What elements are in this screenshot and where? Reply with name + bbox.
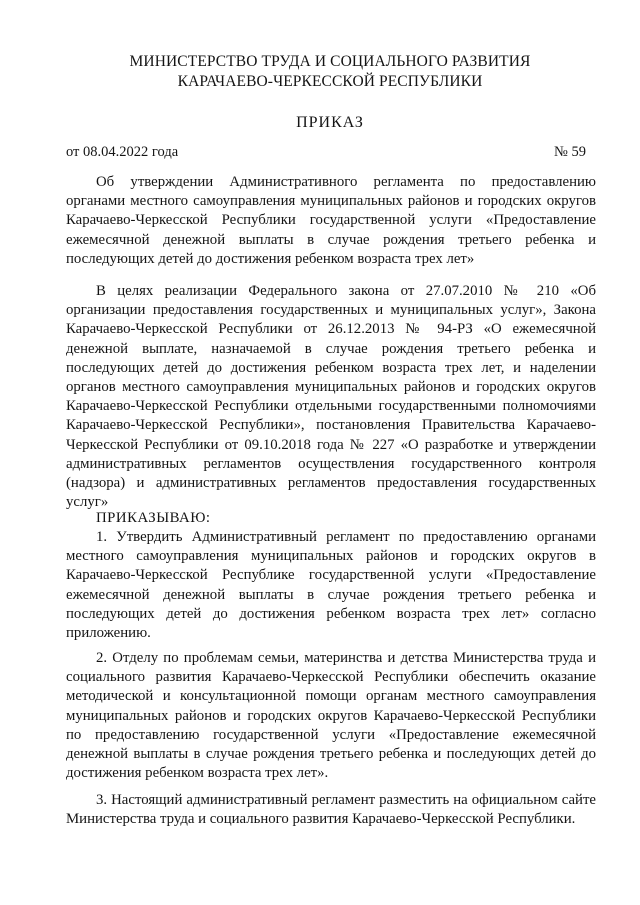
order-preamble: [66, 282, 596, 512]
order-item-2: [66, 649, 596, 783]
order-subject-text: Об утверждении Административного регламента по предоставлению органами местного самоуправления муниципальных районов и городских округов Карачаево-Черкесской Республики государственной услуги «Предоставление ежемесячной денежной выплаты в случае рождения третьего ребенка и последующих детей до достижения ребенком возраста трех лет»: [66, 174, 596, 267]
decree-word: ПРИКАЗЫВАЮ:: [96, 510, 211, 526]
order-subject: [66, 173, 596, 269]
order-title: ПРИКАЗ: [296, 114, 364, 131]
order-item-1-text: 1. Утвердить Административный регламент по предоставлению органами местного самоуправления муниципальных районов и городских округов в Карачаево-Черкесской Республике государственной услуги «Предоставление ежемесячной денежной выплаты в случае рождения третьего ребенка и последующих детей до достижения ребенком возраста трех лет» согласно приложению.: [66, 529, 596, 642]
order-date: от 08.04.2022 года: [66, 144, 179, 160]
ministry-name-line2: КАРАЧАЕВО-ЧЕРКЕССКОЙ РЕСПУБЛИКИ: [177, 73, 483, 90]
ministry-name-line1: МИНИСТЕРСТВО ТРУДА И СОЦИАЛЬНОГО РАЗВИТИЯ: [129, 53, 531, 70]
order-item-3-text: 3. Настоящий административный регламент разместить на официальном сайте Министерства труда и социального развития Карачаево-Черкесской Республики.: [66, 792, 596, 828]
order-preamble-text: В целях реализации Федерального закона от 27.07.2010 № 210 «Об организации предоставления государственных и муниципальных услуг», Закона Карачаево-Черкесской Республики от 26.12.2013 № 94-РЗ «О ежемесячной денежной выплате, назначаемой в случае рождения третьего ребенка и последующих детей до достижения ребенком возраста трех лет, и наделении органов местного самоуправления муниципальных районов и городских округов Карачаево-Черкесской Республики отдельными государственными полномочиями Карачаево-Черкесской Республики», постановления Правительства Карачаево-Черкесской Республики от 09.10.2018 года № 227 «О разработке и утверждении административных регламентов осуществления государственного контроля (надзора) и административных регламентов предоставления государственных услуг»: [66, 283, 596, 511]
order-item-2-text: 2. Отделу по проблемам семьи, материнства и детства Министерства труда и социального развития Карачаево-Черкесской Республики обеспечить оказание методической и консультационной помощи органам местного самоуправления муниципальных районов и городских округов Карачаево-Черкесской Республики по предоставлению государственной услуги «Предоставление ежемесячной денежной выплаты в случае рождения третьего ребенка и последующих детей до достижения ребенком возраста трех лет».: [66, 650, 596, 782]
order-date-row: [66, 144, 586, 161]
order-item-1: [66, 528, 596, 643]
order-number: № 59: [554, 144, 586, 160]
ministry-header: [60, 52, 600, 92]
order-item-3: [66, 791, 596, 829]
